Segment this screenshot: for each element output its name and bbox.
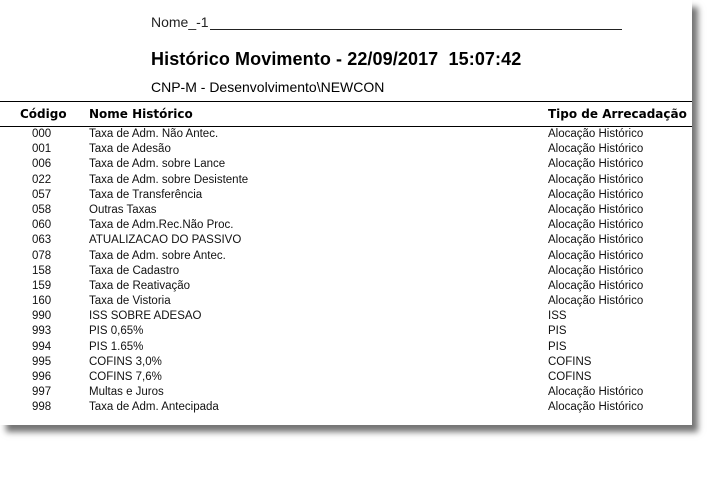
row-name: ISS SOBRE ADESAO (89, 310, 202, 323)
table-row (0, 341, 692, 356)
row-type: Alocação Histórico (548, 143, 644, 156)
table-row (0, 280, 692, 295)
table-body (0, 128, 692, 417)
row-name: COFINS 3,0% (89, 355, 162, 368)
table-row (0, 128, 692, 143)
row-name: PIS 1.65% (89, 340, 144, 353)
row-code: 060 (32, 219, 52, 232)
row-type: PIS (548, 340, 567, 353)
row-code: 996 (32, 371, 52, 383)
row-code: 057 (32, 188, 52, 201)
table-row (0, 325, 692, 340)
table-row (0, 250, 692, 265)
row-type: Alocação Histórico (548, 386, 644, 399)
table-row (0, 265, 692, 280)
row-type: Alocação Histórico (548, 173, 644, 186)
row-name: COFINS 7,6% (89, 371, 162, 383)
row-code: 997 (32, 386, 52, 399)
row-name: Multas e Juros (89, 386, 164, 399)
header-code: Código (20, 107, 67, 121)
row-code: 078 (32, 249, 52, 262)
table-row (0, 234, 692, 249)
row-name: Taxa de Reativação (89, 279, 191, 292)
row-name: Taxa de Adm. Não Antec. (89, 128, 219, 140)
table-row (0, 356, 692, 371)
row-name: Taxa de Cadastro (89, 264, 180, 277)
row-type: Alocação Histórico (548, 295, 644, 308)
name-underline (210, 15, 622, 30)
row-code: 995 (32, 355, 52, 368)
row-code: 160 (32, 295, 52, 308)
row-type: COFINS (548, 355, 592, 368)
row-name: Taxa de Vistoria (89, 295, 171, 308)
report-title: Histórico Movimento - 22/09/2017 15:07:42 (151, 49, 522, 69)
table-row (0, 295, 692, 310)
row-type: Alocação Histórico (548, 219, 644, 232)
row-type: ISS (548, 310, 567, 323)
row-type: Alocação Histórico (548, 264, 644, 277)
row-name: Taxa de Adesão (89, 143, 171, 156)
table-row (0, 204, 692, 219)
row-type: Alocação Histórico (548, 203, 644, 216)
table-row (0, 401, 692, 416)
table-row (0, 386, 692, 401)
row-code: 006 (32, 158, 52, 171)
row-name: ATUALIZACAO DO PASSIVO (89, 234, 242, 247)
row-type: Alocação Histórico (548, 188, 644, 201)
row-code: 000 (32, 128, 52, 140)
row-code: 998 (32, 401, 52, 414)
row-code: 058 (32, 203, 52, 216)
row-code: 159 (32, 279, 52, 292)
table-row (0, 158, 692, 173)
table-row (0, 174, 692, 189)
header-name: Nome Histórico (89, 107, 193, 121)
row-name: Taxa de Adm. sobre Antec. (89, 249, 226, 262)
row-name: Outras Taxas (89, 203, 157, 216)
row-type: Alocação Histórico (548, 401, 644, 414)
table-row (0, 143, 692, 158)
row-code: 022 (32, 173, 52, 186)
row-code: 993 (32, 325, 52, 338)
row-code: 994 (32, 340, 52, 353)
row-name: Taxa de Adm. sobre Desistente (89, 173, 249, 186)
row-name: PIS 0,65% (89, 325, 144, 338)
table-row (0, 371, 692, 386)
row-type: Alocação Histórico (548, 249, 644, 262)
row-code: 063 (32, 234, 52, 247)
report-subtitle: CNP-M - Desenvolvimento\NEWCON (151, 79, 385, 95)
row-code: 990 (32, 310, 52, 323)
row-name: Taxa de Adm.Rec.Não Proc. (89, 219, 234, 232)
row-type: Alocação Histórico (548, 128, 644, 140)
table-row (0, 219, 692, 234)
header-type: Tipo de Arrecadação (548, 107, 687, 121)
row-code: 158 (32, 264, 52, 277)
table-header (0, 101, 692, 127)
row-type: Alocação Histórico (548, 158, 644, 171)
table-row (0, 310, 692, 325)
row-type: PIS (548, 325, 567, 338)
row-type: Alocação Histórico (548, 234, 644, 247)
table-row (0, 189, 692, 204)
row-name: Taxa de Adm. Antecipada (89, 401, 219, 414)
name-label: Nome_-1 (151, 14, 209, 30)
row-name: Taxa de Adm. sobre Lance (89, 158, 226, 171)
row-type: Alocação Histórico (548, 279, 644, 292)
row-type: COFINS (548, 371, 592, 383)
row-name: Taxa de Transferência (89, 188, 203, 201)
row-code: 001 (32, 143, 52, 156)
name-line (151, 14, 622, 30)
